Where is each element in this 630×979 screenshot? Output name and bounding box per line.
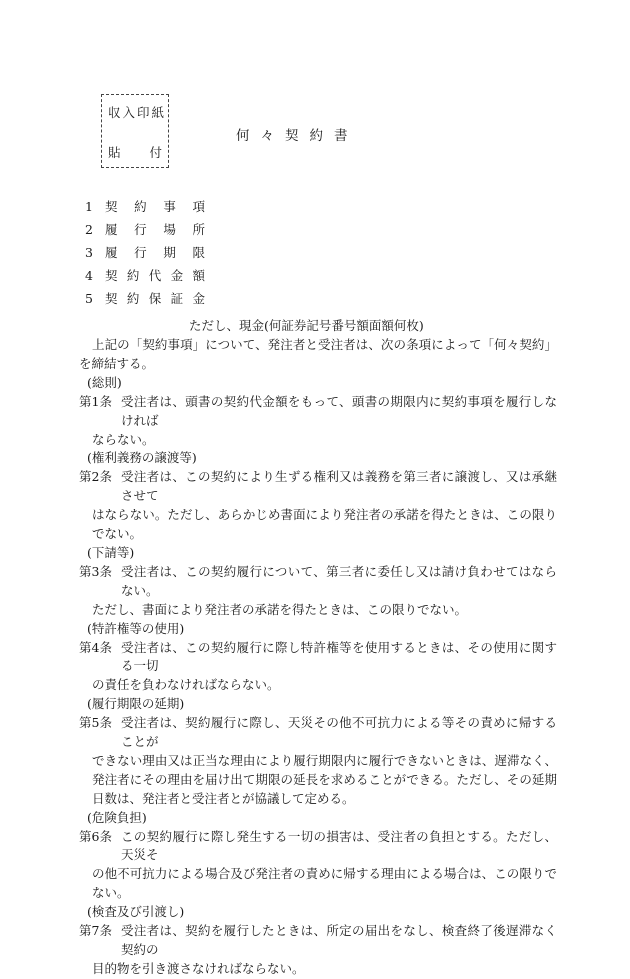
article-number: 第3条 [79,563,112,579]
article [79,828,557,866]
contract-item [85,218,205,241]
article-number: 第5条 [79,715,112,731]
article-text [121,468,557,506]
article-heading: (権利義務の譲渡等) [87,450,197,466]
article-number: 第4条 [79,639,112,655]
contract-item [85,241,205,264]
article-continuation: できない理由又は正当な理由により履行期限内に履行できないときは、遅滞なく、発注者にその理由を届け出て期限の延長を求めることができる。ただし、その延期日数は、発注者と受注者とが協議して定める。 [92,752,557,806]
article-first-line: この契約履行に際し発生する一切の損害は、受注者の負担とする。ただし、天災そ [121,828,557,863]
article-continuation: ただし、書面により発注者の承諾を得たときは、この限りでない。 [92,601,468,617]
article-heading: (下請等) [87,544,135,560]
item-label: 履行場所 [105,222,205,237]
article [79,714,557,752]
item-label: 契約保証金 [105,291,205,306]
article-first-line: 受注者は、契約を履行したときは、所定の届出をなし、検査終了後遅滞なく契約の [121,923,557,957]
item-number: 5 [85,291,93,306]
contract-item [85,195,205,218]
stamp-affix-left: 貼 [108,145,121,160]
contract-body [79,336,557,979]
stamp-box-label: 収入印紙 [108,105,167,120]
contract-item [85,264,205,287]
article [79,563,557,601]
article-number: 第1条 [79,393,112,409]
article-first-line: 受注者は、この契約により生ずる権利又は義務を第三者に譲渡し、又は承継させて [121,469,557,504]
article-text [121,714,557,752]
stamp-box-affix-label [108,143,162,161]
intro-paragraph: 上記の「契約事項」について、発注者と受注者は、次の条項によって「何々契約」を締結する。 [79,337,557,371]
stamp-affix-right: 付 [149,145,162,160]
article-heading: (総則) [87,374,122,390]
article-first-line: 受注者は、この契約履行に際し特許権等を使用するときは、その使用に関する一切 [121,639,557,674]
article-continuation: はならない。ただし、あらかじめ書面により発注者の承諾を得たときは、この限りでない。 [92,507,557,542]
article [79,639,557,677]
article-number: 第6条 [79,828,112,844]
security-deposit-proviso: ただし、現金(何証券記号番号額面額何枚) [189,318,424,333]
item-label: 契約事項 [105,199,205,214]
article-continuation: ならない。 [92,431,155,447]
article [79,393,557,431]
article-text [121,922,557,960]
article [79,468,557,506]
article-continuation: 目的物を引き渡さなければならない。 [92,960,305,976]
article-text [121,393,557,431]
article-text [121,639,557,677]
article-heading: (履行期限の延期) [87,696,185,712]
item-number: 4 [85,268,93,283]
item-number: 2 [85,222,93,237]
article-number: 第7条 [79,923,112,939]
article-first-line: 受注者は、頭書の契約代金額をもって、頭書の期限内に契約事項を履行しなければ [121,393,557,428]
article-heading: (検査及び引渡し) [87,904,185,920]
article-first-line: 受注者は、この契約履行について、第三者に委任し又は請け負わせてはならない。 [121,563,557,598]
article-heading: (危険負担) [87,809,147,825]
article-heading: (特許権等の使用) [87,620,185,636]
article-continuation: の他不可抗力による場合及び発注者の責めに帰する理由による場合は、この限りでない。 [92,866,557,901]
article-text [121,828,557,866]
document-title: 何々契約書 [236,128,359,144]
article-first-line: 受注者は、契約履行に際し、天災その他不可抗力による等その責めに帰することが [121,715,557,750]
revenue-stamp-box [101,94,169,168]
item-number: 1 [85,199,93,214]
article-text [121,563,557,601]
contract-item [85,287,205,310]
contract-items-list [85,195,205,310]
article [79,922,557,960]
item-label: 履行期限 [105,245,205,260]
item-label: 契約代金額 [105,268,205,283]
article-continuation: の責任を負わなければならない。 [92,677,280,693]
item-number: 3 [85,245,93,260]
article-number: 第2条 [79,469,112,485]
